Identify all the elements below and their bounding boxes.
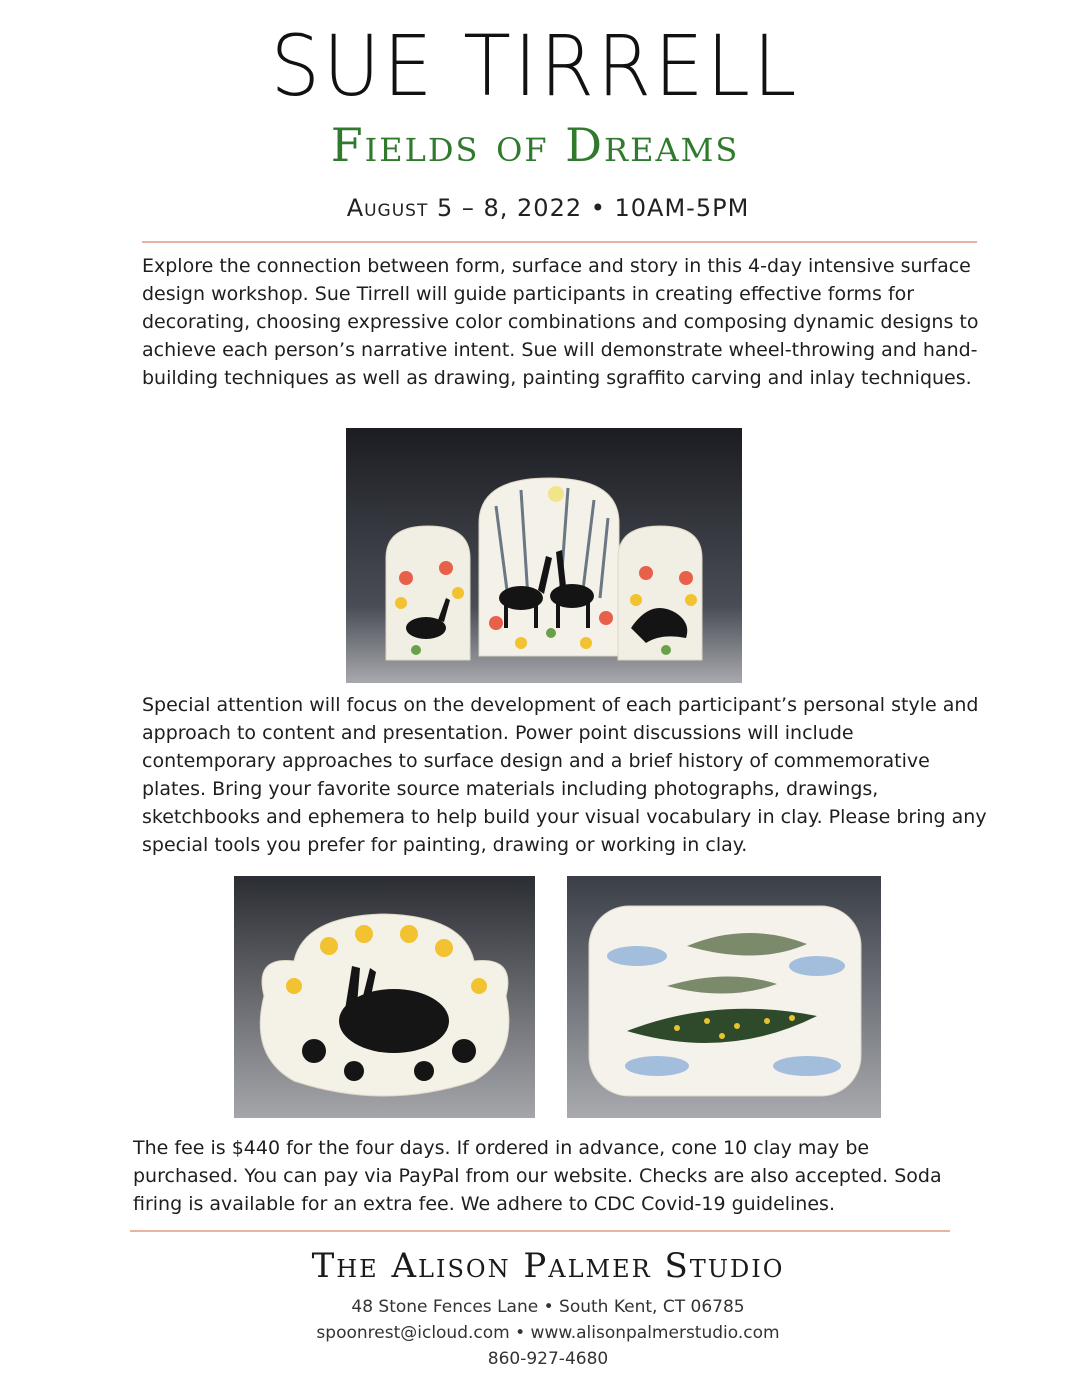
rabbit-plate-photo — [234, 876, 535, 1118]
studio-phone: 860-927-4680 — [487, 1349, 609, 1369]
studio-address: 48 Stone Fences Lane • South Kent, CT 06785 — [351, 1297, 745, 1317]
intro-paragraph: Explore the connection between form, surface and story in this 4-day intensive surface design workshop. Sue Tirrell will guide participants in creating effective forms for decorating, choosing expressive color combinations and composing dynamic designs to achieve each person’s narrative intent. Sue will demonstrate wheel-throwing and hand-building techniques as well as drawing, painting sgraffito carving and inlay techniques. — [142, 255, 979, 389]
fee-paragraph: The fee is $440 for the four days. If ordered in advance, cone 10 clay may be purchased. You can pay via PayPal from our website. Checks are also accepted. Soda firing is available for an extra fee. We adhere to CDC Covid-19 guidelines. — [133, 1137, 942, 1215]
triptych-plates-photo — [346, 428, 742, 683]
footer-divider — [130, 1230, 950, 1232]
workshop-dates: August 5 – 8, 2022 • 10AM-5PM — [346, 194, 750, 222]
fish-platter-photo — [567, 876, 881, 1118]
workshop-title: Fields of Dreams — [330, 118, 740, 172]
artist-name: SUE TIRRELL — [270, 18, 800, 116]
focus-paragraph: Special attention will focus on the development of each participant’s personal style and approach to content and presentation. Power point discussions will include contemporary approaches to surface design and a brief history of commemorative plates. Bring your favorite source materials including photographs, drawings, sketchbooks and ephemera to help build your visual vocabulary in clay. Please bring any special tools you prefer for painting, drawing or working in clay. — [142, 694, 987, 856]
studio-name: The Alison Palmer Studio — [311, 1246, 785, 1286]
studio-contact[interactable]: spoonrest@icloud.com • www.alisonpalmerstudio.com — [316, 1323, 780, 1343]
header-divider — [142, 241, 977, 243]
